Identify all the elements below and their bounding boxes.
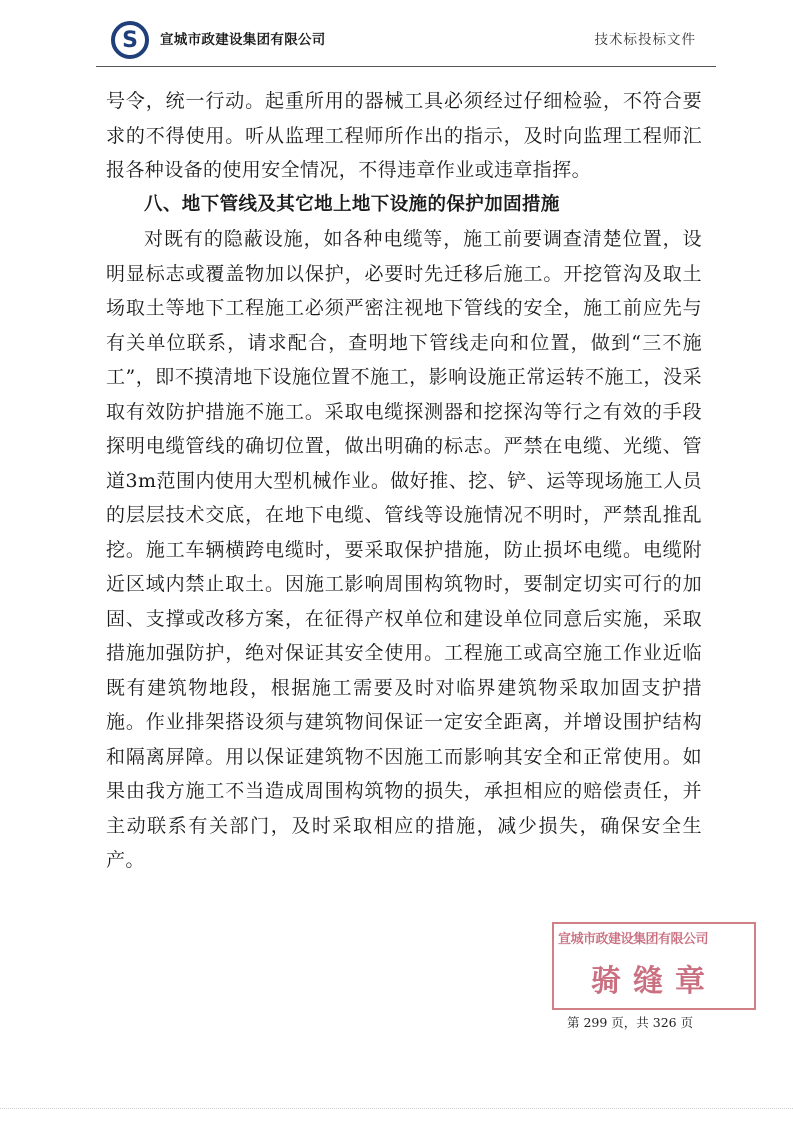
seal-company-text: 宣城市政建设集团有限公司 xyxy=(558,932,709,947)
company-name: 宣城市政建设集团有限公司 xyxy=(160,32,326,48)
section-heading: 八、地下管线及其它地上地下设施的保护加固措施 xyxy=(144,193,560,215)
page-header xyxy=(96,18,716,68)
company-logo-s-icon xyxy=(110,20,150,60)
bottom-divider xyxy=(0,1108,793,1109)
document-body xyxy=(106,84,702,878)
page-number: 第 299 页，共 326 页 xyxy=(567,1015,694,1030)
paragraph-continuation: 号令，统一行动。起重所用的器械工具必须经过仔细检验，不符合要求的不得使用。听从监理工程师所作出的指示，及时向监理工程师汇报各种设备的使用安全情况，不得违章作业或违章指挥。 xyxy=(106,90,702,181)
seal-main-text: 骑缝章 xyxy=(591,964,717,999)
header-divider xyxy=(96,66,716,67)
seam-seal-stamp xyxy=(552,922,756,1010)
document-type: 技术标投标文件 xyxy=(594,32,696,48)
svg-text:S: S xyxy=(122,28,138,53)
paragraph-protection-measures: 对既有的隐蔽设施，如各种电缆等，施工前要调查清楚位置，设明显标志或覆盖物加以保护，必要时先迁移后施工。开挖管沟及取土场取土等地下工程施工必须严密注视地下管线的安全，施工前应先与有关单位联系，请求配合，查明地下管线走向和位置，做到“三不施工”，即不摸清地下设施位置不施工，影响设施正常运转不施工，没采取有效防护措施不施工。采取电缆探测器和挖探沟等行之有效的手段探明电缆管线的确切位置，做出明确的标志。严禁在电缆、光缆、管道3m范围内使用大型机械作业。做好推、挖、铲、运等现场施工人员的层层技术交底，在地下电缆、管线等设施情况不明时，严禁乱推乱挖。施工车辆横跨电缆时，要采取保护措施，防止损坏电缆。电缆附近区域内禁止取土。因施工影响周围构筑物时，要制定切实可行的加固、支撑或改移方案，在征得产权单位和建设单位同意后实施，采取措施加强防护，绝对保证其安全使用。工程施工或高空施工作业近临既有建筑物地段，根据施工需要及时对临界建筑物采取加固支护措施。作业排架搭设须与建筑物间保证一定安全距离，并增设围护结构和隔离屏障。用以保证建筑物不因施工而影响其安全和正常使用。如果由我方施工不当造成周围构筑物的损失，承担相应的赔偿责任，并主动联系有关部门，及时采取相应的措施，减少损失，确保安全生产。 xyxy=(106,228,702,871)
